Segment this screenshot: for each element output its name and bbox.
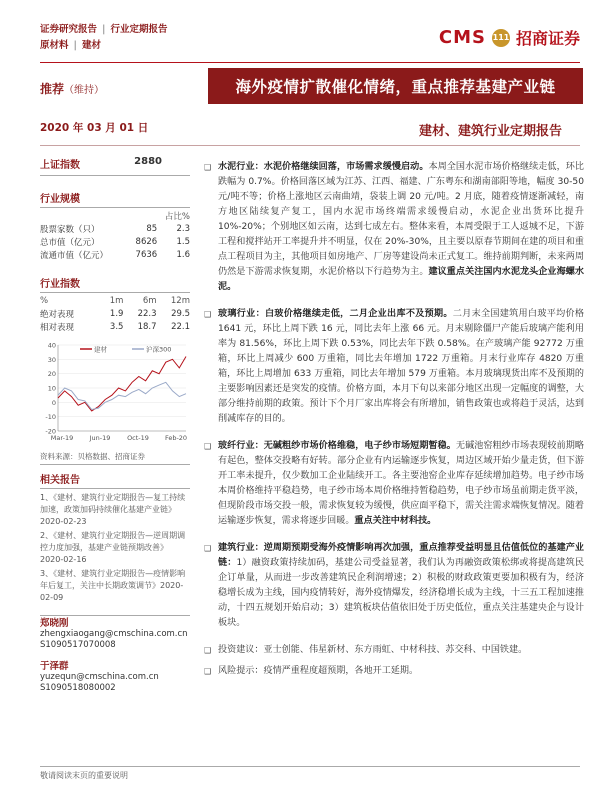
report-type: 证券研究报告 xyxy=(40,24,98,35)
analyst-cert: S1090518080002 xyxy=(40,683,116,693)
logo-cn: 招商证券 xyxy=(515,29,580,48)
table-row: 绝对表现 1.9 22.3 29.5 xyxy=(40,308,190,320)
x-tick-label: Feb-20 xyxy=(164,434,188,442)
bullet-icon: ❑ xyxy=(204,163,212,172)
index-label: 上证指数 xyxy=(40,160,80,171)
performance-chart-svg xyxy=(40,339,190,449)
paragraph-text: 投资建议：亚士创能、伟星新材、东方雨虹、中材科技、苏交科、中国铁建。 xyxy=(218,645,528,655)
logo-en: CMS xyxy=(438,27,486,48)
bullet-icon: ❑ xyxy=(204,442,212,451)
related-title: 相关报告 xyxy=(40,471,190,489)
paragraph-lead: 建筑行业：逆周期预期受海外疫情影响再次加强，重点推荐受益明显且估值低位的基建产业链： xyxy=(218,543,584,568)
y-tick-label: -20 xyxy=(45,427,56,436)
sub-sector: 建材 xyxy=(82,40,102,51)
paragraph-lead: 水泥行业：水泥价格继续回落，市场需求缓慢启动。 xyxy=(218,162,429,172)
analyst-block xyxy=(40,615,190,694)
y-tick-label: 0 xyxy=(51,398,56,407)
table-row: 相对表现 3.5 18.7 22.1 xyxy=(40,321,190,333)
bullet-icon: ❑ xyxy=(204,667,212,676)
perf-table: % 1m 6m 12m 绝对表现 1.9 22.3 29.5 相对表现 3.5 18.7 22.1 xyxy=(40,295,190,333)
analyst-cert: S1090517070008 xyxy=(40,640,116,650)
sidebar xyxy=(40,152,190,606)
x-tick-label: Oct-19 xyxy=(127,434,149,442)
perf-title: 行业指数 xyxy=(40,275,190,293)
chart-source: 资料来源：贝格数据、招商证券 xyxy=(40,451,190,465)
paragraph-risk xyxy=(204,664,584,679)
paragraph-glass xyxy=(204,307,584,427)
paragraph-text: 无碱池窑粗纱市场表现较前期略有起色，整体交投略有好转。部分企业有内运输逐步恢复，周边区域开始少量走货，但下游开工率未提升，仅少数加工企业陆续开工。各主要池窑企业库存延续增加趋势。电子纱市场本周价格维持平稳趋势，电子纱市场本周价格维持暂稳趋势，电子纱市场虽前期走货平淡，但现阶段市场交投一般，需求恢复较为缓慢，供应面平稳下，需关注需求端恢复情况。随着运输逐步恢复，需求将逐步回暖。 xyxy=(218,441,584,526)
rating-sub: （维持） xyxy=(64,85,105,96)
paragraph-cement xyxy=(204,160,584,295)
sector: 原材料 xyxy=(40,40,69,51)
paragraph-lead: 玻纤行业：无碱粗纱市场价格维稳，电子纱市场短期暂稳。 xyxy=(218,441,456,451)
subtitle-divider xyxy=(40,145,580,146)
logo-badge-icon: 111 xyxy=(492,29,510,47)
footer-note: 敬请阅读末页的重要说明 xyxy=(40,771,128,780)
scale-title: 行业规模 xyxy=(40,190,190,208)
paragraph-construction xyxy=(204,541,584,631)
analyst-name: 于泽群 xyxy=(40,661,69,672)
performance-chart xyxy=(40,339,190,449)
related-report-link[interactable]: 2、《建材、建筑行业定期报告—逆周期调控力度加强，基建产业链预期改善》2020-02-16 xyxy=(40,531,186,564)
table-row: 流通市值（亿元） 7636 1.6 xyxy=(40,249,190,261)
x-tick-label: Jun-19 xyxy=(89,434,111,442)
paragraph-investment xyxy=(204,643,584,658)
report-category: 证券研究报告 | 行业定期报告 原材料 | 建材 xyxy=(40,24,168,51)
index-value: 2880 xyxy=(134,156,162,167)
header-divider xyxy=(40,62,580,63)
index-row xyxy=(40,152,190,176)
paragraph-lead: 玻璃行业：白玻价格继续走低，二月企业出库不及预期。 xyxy=(218,309,453,319)
y-tick-label: 30 xyxy=(47,355,56,364)
table-row: 股票家数（只） 85 2.3 xyxy=(40,223,190,235)
related-report-link[interactable]: 1、《建材、建筑行业定期报告—复工持续加速，政策加码持续催化基建产业链》2020-02-23 xyxy=(40,493,186,526)
legend-label: 建材 xyxy=(94,345,107,354)
report-title: 海外疫情扩散催化情绪，重点推荐基建产业链 xyxy=(208,68,583,104)
y-tick-label: -10 xyxy=(45,413,56,422)
paragraph-text: 1）融资政策持续加码，基建公司受益显著，我们认为再融资政策松绑或将提高建筑民企订单量，从而进一步改善建筑民企利润增速；2）积极的财政政策更要加积极有为，经济稳增长成为主线，国内疫情转好，海外疫情爆发，经济稳增长成为主线，十三五工程加速推动，十四五规划开始启动；3）建筑板块估值依旧处于历史低位，重点关注基建央企与设计板块。 xyxy=(218,558,584,628)
paragraph-tail: 重点关注中材科技。 xyxy=(354,516,437,526)
legend-label: 沪深300 xyxy=(146,345,172,354)
related-report-link[interactable]: 3、《建材、建筑行业定期报告—疫情影响年后复工，关注中长期政策调节》2020-02-09 xyxy=(40,569,186,602)
analyst-name: 郑晓刚 xyxy=(40,615,190,629)
related-list xyxy=(40,492,190,604)
scale-table xyxy=(40,209,190,261)
paragraph-fiberglass xyxy=(204,439,584,529)
company-logo xyxy=(439,26,580,49)
y-tick-label: 20 xyxy=(47,370,56,379)
analyst-email[interactable]: zhengxiaogang@cmschina.com.cn xyxy=(40,629,188,639)
report-kind: 行业定期报告 xyxy=(110,24,168,35)
footer-divider xyxy=(40,766,580,767)
paragraph-tail: 建议重点关注国内水泥龙头企业海螺水泥。 xyxy=(218,267,584,292)
table-row: 总市值（亿元） 8626 1.5 xyxy=(40,236,190,248)
series-line-1 xyxy=(58,382,186,409)
scale-head-pct: 占比% xyxy=(164,211,190,222)
rating-main: 推荐 xyxy=(40,82,65,96)
paragraph-text: 风险提示：疫情严重程度超预期，各地开工延期。 xyxy=(218,666,419,676)
bullet-icon: ❑ xyxy=(204,310,212,319)
analyst-email[interactable]: yuzequn@cmschina.com.cn xyxy=(40,672,159,682)
bullet-icon: ❑ xyxy=(204,646,212,655)
paragraph-text: 二月末全国建筑用白玻平均价格 1641 元，环比上周下跌 16 元，同比去年上涨 66 元。月末剔除僵尸产能后玻璃产能利用率为 81.56%，环比上周下跌 0.53%，同比去年下跌 0.58%。在产玻璃产能 92772 万重箱，环比上周减少 600 万重箱，同比去年增加 1722 万重箱。月末行业库存 4820 万重箱，环比上周增加 633 万重箱，同比去年增加 579 万重箱。本月玻璃现货出库不及预期的主要影响因素还是突发的疫情。价格方面，本月下旬以来部分地区出现一定幅度的调整，大部分维持前期的政策。预计下个月厂家出库将会有所增加，销售政策也或将趋于灵活，达到削减库存的目的。 xyxy=(218,309,584,424)
x-tick-label: Mar-19 xyxy=(50,434,74,442)
paragraph-text: 本周全国水泥市场价格继续走低，环比跌幅为 0.7%。价格回落区域为江苏、江西、福建、广东粤东和湖南部阳等地，幅度 30-50 元/吨不等；价格上涨地区云南曲靖，袋装上调 20 元/吨。2 月底，随着疫情逐渐减轻，南方地区陆续复产复工，国内水泥市场终端需求缓慢启动，水泥企业出货环比提升 10%-20%；个别地区如云南，达到七成左右。整体来看，本周受限于工人返城不足，下游工程和搅拌站开工率提升并不明显，仅在 20%-30%，且主要以原春节期间在建的项目和重点工程项目为主，其他项目如房地产、厂房等建设尚未正式复工。维持前期判断，未来两周仍然是下游需求恢复期，水泥价格以下行趋势为主。 xyxy=(218,162,584,277)
main-body xyxy=(204,160,584,685)
bullet-icon: ❑ xyxy=(204,544,212,553)
report-subtitle: 建材、建筑行业定期报告 xyxy=(418,124,562,139)
report-date: 2020 年 03 月 01 日 xyxy=(40,122,149,134)
y-tick-label: 40 xyxy=(47,341,56,350)
rating xyxy=(40,80,104,97)
y-tick-label: 10 xyxy=(47,384,56,393)
